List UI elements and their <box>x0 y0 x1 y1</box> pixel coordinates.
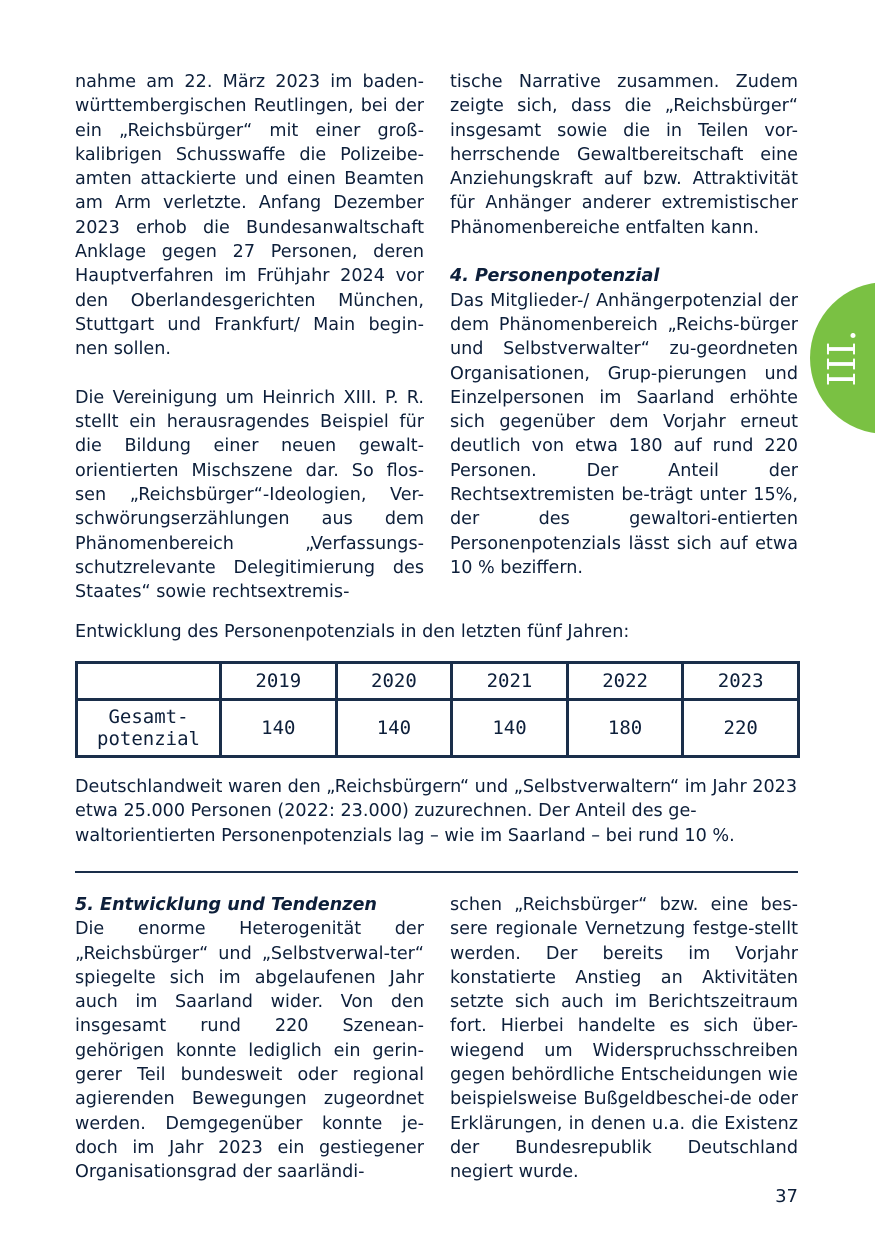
paragraph: nahme am 22. März 2023 im baden-württembergischen Reutlingen, bei der ein „Reichsbürger“ mit einer groß-kalibrigen Schusswaffe die Polizeibe-amten attackierte und einen Beamten am Arm verletzte. Anfang Dezember 2023 erhob die Bundesanwaltschaft Anklage gegen 27 Personen, deren Hauptverfahren im Frühjahr 2024 vor den Oberlandesgerichten München, Stuttgart und Frankfurt/ Main begin-nen sollen. <box>75 72 424 360</box>
column-1 <box>75 70 424 605</box>
year-header: 2021 <box>452 663 568 700</box>
table-caption: Entwicklung des Personenpotenzials in den letzten fünf Jahren: <box>75 622 630 642</box>
table-header-row <box>77 663 799 700</box>
year-header: 2022 <box>567 663 683 700</box>
value-cell: 140 <box>452 700 568 757</box>
section-heading-entwicklung: 5. Entwicklung und Tendenzen <box>75 895 377 915</box>
paragraph: tische Narrative zusammen. Zudem zeigte sich, dass die „Reichsbürger“ insgesamt sowie die in Teilen vor-herrschende Gewaltbereitschaft eine Anziehungskraft auf bzw. Attraktivität für Anhänger anderer extremistischer Phänomenbereiche entfalten kann. <box>450 72 798 238</box>
value-cell: 140 <box>336 700 452 757</box>
personenpotenzial-table <box>75 661 800 758</box>
chapter-tab-label: III. <box>820 329 864 387</box>
paragraph: schen „Reichsbürger“ bzw. eine bes-sere regionale Vernetzung festge-stellt werden. Der bereits im Vorjahr konstatierte Anstieg an Aktivitäten setzte sich auch im Berichtszeitraum fort. Hierbei handelte es sich über-wiegend um Widerspruchsschreiben gegen behördliche Entscheidungen wie beispielsweise Bußgeldbeschei-de oder Erklärungen, in denen u.a. die Existenz der Bundesrepublik Deutschland negiert wurde. <box>450 895 798 1183</box>
year-header: 2023 <box>683 663 799 700</box>
column-4 <box>450 893 798 1185</box>
year-header: 2020 <box>336 663 452 700</box>
divider <box>75 871 798 873</box>
paragraph: Die enorme Heterogenität der „Reichsbürger“ und „Selbstverwal-ter“ spiegelte sich im abgelaufenen Jahr auch im Saarland wider. Von den insgesamt rund 220 Szenean-gehörigen konnte lediglich ein gerin-gerer Teil bundesweit oder regional agierenden Bewegungen zugeordnet werden. Demgegenüber konnte je-doch im Jahr 2023 ein gestiegener Organisationsgrad der saarländi- <box>75 919 424 1183</box>
table-row <box>77 700 799 757</box>
year-header: 2019 <box>221 663 337 700</box>
row-label <box>77 700 221 757</box>
column-2 <box>450 70 798 580</box>
page-number: 37 <box>775 1186 798 1207</box>
section-heading-personenpotenzial: 4. Personenpotenzial <box>450 266 660 287</box>
table-corner-cell <box>77 663 221 700</box>
paragraph: Die Vereinigung um Heinrich XIII. P. R. stellt ein herausragendes Beispiel für die Bildung einer neuen gewalt-orientierten Mischszene dar. So flos-sen „Reichsbürger“-Ideologien, Ver-schwörungserzählungen aus dem Phänomenbereich „Verfassungs-schutzrelevante Delegitimierung des Staates“ sowie rechtsextremis- <box>75 387 424 603</box>
summary-paragraph: Deutschlandweit waren den „Reichsbürgern“ und „Selbstverwaltern“ im Jahr 2023 etwa 25.000 Personen (2022: 23.000) zuzurechnen. Der Anteil des ge-waltorientierten Personenpotenzials lag – wie im Saarland – bei rund 10 %. <box>75 777 798 846</box>
value-cell: 220 <box>683 700 799 757</box>
value-cell: 180 <box>567 700 683 757</box>
paragraph: Das Mitglieder-/ Anhängerpotenzial der dem Phänomenbereich „Reichs-bürger und Selbstverwalter“ zu-geordneten Organisationen, Grup-pierungen und Einzelpersonen im Saarland erhöhte sich gegenüber dem Vorjahr erneut deutlich von etwa 180 auf rund 220 Personen. Der Anteil der Rechtsextremisten be-trägt unter 15%, der des gewaltori-entierten Personenpotenzials lässt sich auf etwa 10 % beziffern. <box>450 290 798 578</box>
row-label-line: potenzial <box>97 728 200 750</box>
column-3 <box>75 893 424 1185</box>
value-cell: 140 <box>221 700 337 757</box>
row-label-line: Gesamt- <box>108 706 189 728</box>
